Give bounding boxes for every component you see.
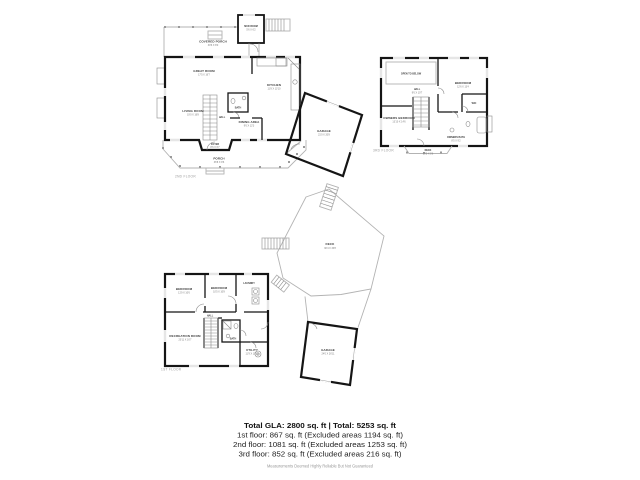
stair-treads-icon: [413, 97, 429, 127]
room-label-great-room: GREAT ROOM: [193, 69, 215, 73]
room-label-covered-porch: COVERED PORCH: [199, 39, 227, 44]
garage-window: [327, 101, 339, 106]
room-label-bath-2nd: BATH: [234, 106, 242, 110]
room-dims-covered-porch: 30'6 X 8'0: [207, 44, 219, 47]
sink-icon: [242, 96, 246, 100]
room-label-foyer: FOYER: [210, 143, 220, 146]
room-label-hall-2nd: HALL: [218, 116, 226, 119]
garage-1st-floor: [301, 322, 357, 385]
room-label-bedroom1: BEDROOM: [175, 287, 193, 291]
room-label-dining-area: DINING AREA: [238, 120, 260, 124]
room-label-bedroom2: BEDROOM: [210, 286, 228, 290]
floor-plan-3rd-floor: [373, 58, 492, 155]
chimney-bump: [157, 68, 165, 84]
room-dims-mud-room: 5'6 X 6'2: [246, 28, 256, 32]
room-dims-hall-3rd: 9'6 X 10'7: [411, 91, 423, 95]
room-label-bedroom-3rd: BEDROOM: [454, 81, 472, 85]
floor-label-1st: 1ST FLOOR: [161, 367, 182, 372]
room-label-garage-2nd: GARAGE: [317, 129, 331, 133]
second-floor-line: 2nd floor: 1081 sq. ft (Excluded areas 1253 sq. ft): [233, 442, 407, 449]
room-dims-kitchen: 11'8 X 13'10: [267, 87, 281, 91]
third-floor-line: 3rd floor: 852 sq. ft (Excluded areas 216 sq. ft): [238, 451, 402, 459]
toilet-icon: [231, 98, 235, 103]
bath-room-2nd: [228, 93, 248, 118]
porch-post-icon: [162, 146, 305, 168]
exterior-stair: [266, 19, 290, 31]
room-dims-utility: 11'9 X 10'10: [245, 352, 259, 356]
shower-icon: [223, 321, 231, 329]
room-dims-deck-3rd: 13'5 X 5'6: [422, 152, 434, 156]
dryer-icon: [254, 299, 258, 303]
laundry-appliances: [252, 288, 259, 304]
staircase-1st: [204, 318, 218, 348]
windows: [165, 57, 295, 140]
room-dims-bedroom1: 11'9 X 10'6: [178, 291, 190, 295]
room-label-deck-3rd: DECK: [424, 149, 432, 152]
washer-icon: [252, 288, 259, 295]
first-floor-line: 1st floor: 867 sq. ft (Excluded areas 1194 sq. ft): [237, 432, 403, 440]
room-dims-living-room: 19'0 X 16'8: [187, 113, 199, 117]
bath-room-1st: [222, 320, 240, 342]
stair-treads-icon: [269, 19, 284, 31]
room-dims-garage-2nd: 21'0 X 20'8: [318, 133, 330, 137]
room-label-hall-3rd: HALL: [413, 88, 421, 91]
room-label-porch: PORCH: [213, 156, 225, 161]
room-label-owners-bath: OWNERS BATH: [447, 136, 465, 139]
tub-icon: [477, 117, 486, 133]
corner-counter: [288, 58, 299, 69]
bay-bump: [157, 98, 165, 118]
room-label-mud-room: MUD ROOM: [244, 25, 258, 28]
stair-treads-icon: [203, 95, 217, 140]
room-label-hall-1st: HALL: [206, 314, 214, 318]
room-dims-garage-1st: 24'0 X 26'11: [321, 352, 335, 356]
staircase-3rd: [413, 97, 429, 127]
room-dims-bedroom2: 10'5 X 10'8: [213, 290, 225, 294]
dryer-icon: [252, 297, 259, 304]
room-dims-owners-bath: 8'5 X 9'2: [451, 139, 461, 143]
room-label-living-room: LIVING ROOM: [182, 109, 204, 113]
sink-icon: [293, 80, 297, 84]
garage-2nd-floor: [286, 93, 362, 176]
room-dims-porch: 36'8 X 9'6: [213, 161, 225, 164]
stair-treads-icon: [265, 238, 286, 249]
floor-plan-2nd-floor: [157, 15, 362, 179]
room-dims-great-room: 17'5 X 16'7: [198, 73, 210, 77]
stove-icon: [276, 58, 286, 66]
room-dims-bedroom-3rd: 12'6 X 13'4: [457, 85, 469, 89]
total-gla-line: Total GLA: 2800 sq. ft | Total: 5253 sq. ft: [244, 421, 397, 430]
disclaimer-line: Measurements Deemed Highly Reliable But Not Guaranteed: [267, 463, 374, 469]
room-label-open-to-below: OPEN TO BELOW: [400, 72, 422, 76]
room-dims-dining-area: 9'6 X 12'3: [243, 124, 255, 128]
room-dims-foyer: 8'6 X 6'7: [210, 146, 220, 150]
room-label-deck: DECK: [325, 242, 335, 246]
room-label-garage-1st: GARAGE: [321, 348, 335, 352]
floor-plan-1st-floor: [161, 274, 357, 385]
porch-outline: [163, 140, 306, 168]
washer-icon: [254, 290, 258, 294]
floor-label-2nd: 2ND FLOOR: [175, 174, 196, 179]
room-label-recreation-room: RECREATION ROOM: [169, 334, 201, 338]
deck-plan: [262, 184, 384, 328]
toilet-icon: [466, 121, 470, 126]
room-dims-deck: 30'4 X 33'8: [324, 247, 336, 250]
room-label-owners-bedroom: OWNERS BEDROOM: [383, 116, 415, 120]
door-arc-icon: [250, 44, 258, 52]
deck-stair-lower: [271, 275, 289, 292]
summary-text: [233, 421, 407, 469]
room-label-utility: UTILITY: [245, 348, 259, 352]
room-label-laundry: LAUNDRY: [243, 282, 255, 285]
room-dims-recreation-room: 20'11 X 16'7: [178, 338, 192, 342]
deck-stair-top: [320, 184, 339, 211]
room-label-wic: WIC: [471, 102, 477, 105]
room-label-kitchen: KITCHEN: [266, 83, 282, 87]
floor-label-3rd: 3RD FLOOR: [373, 148, 394, 153]
toilet-icon: [234, 324, 238, 329]
window-gaps: [165, 57, 295, 140]
deck-stair-left: [262, 238, 289, 249]
room-label-bath-1st: BATH: [229, 337, 237, 341]
room-dims-owners-bedroom: 13'10 X 14'6: [392, 120, 406, 124]
door-arc-icon: [233, 112, 239, 118]
stair-treads-icon: [204, 318, 218, 348]
sink-icon: [450, 128, 454, 132]
staircase-main: [203, 95, 217, 140]
